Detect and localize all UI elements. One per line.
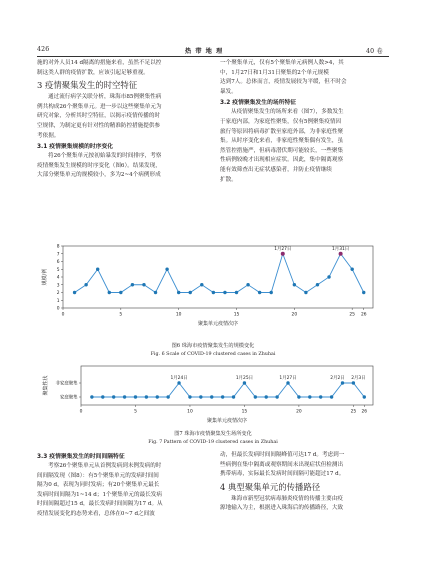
data-point: [212, 291, 215, 294]
data-point: [96, 268, 99, 271]
section-4-title: 4 典型聚集单元的传播路径: [220, 481, 321, 492]
data-point: [90, 395, 93, 398]
data-point: [339, 252, 343, 256]
data-point: [177, 381, 180, 384]
data-point: [142, 283, 145, 286]
data-point: [123, 395, 126, 398]
text-line: 制这类人群的疫情扩散，应该引起足够重视。: [37, 69, 149, 76]
text-line: 于家庭内部，为家庭性聚集，仅有5例聚集疫情因: [220, 118, 342, 125]
text-line: 旅行等原因将病毒扩散至家庭外部，为非家庭性聚: [220, 128, 344, 135]
point-label: 1月31日: [332, 246, 350, 252]
data-point: [316, 283, 319, 286]
figure-6-caption-en: Fig. 6 Scale of COVID-19 clustered cases in Zhuhai: [150, 352, 276, 357]
x-tick-label: 20: [291, 312, 298, 318]
text-line: 珠海市新型冠状病毒肺炎疫情的传播主要由疫: [231, 495, 343, 502]
text-line: 疫情聚集发生规模的时序变化（图6）。结果发现，: [37, 162, 161, 169]
data-point: [327, 275, 330, 278]
point-label: 2月2日: [330, 376, 345, 381]
x-tick-label: 25: [349, 312, 355, 318]
text-line: 携带病毒，实际最长发病时间间隔可能超过17 d。: [220, 471, 345, 478]
data-point: [232, 395, 235, 398]
data-point: [281, 252, 285, 256]
y-tick-label: 2: [56, 291, 60, 297]
text-line: 能有效筛查出无症状感染者，并防止疫情继续: [220, 166, 332, 173]
data-point: [156, 395, 159, 398]
text-line: 暴发。: [220, 88, 237, 95]
data-point: [223, 291, 226, 294]
section-3-title: 3 疫情聚集发生的时空特征: [37, 80, 138, 91]
data-point: [177, 291, 180, 294]
point-label: 2月3日: [351, 376, 366, 381]
left-column-top: [37, 59, 206, 181]
data-point: [166, 395, 169, 398]
data-point: [308, 395, 311, 398]
point-label: 1月24日: [170, 376, 188, 381]
x-axis-label: 聚集单元疫情次序: [206, 418, 248, 424]
data-point: [101, 395, 104, 398]
section-3-1-title: 3.1 疫情聚集规模的时序变化: [37, 144, 114, 151]
y-tick-label: 7: [56, 252, 60, 258]
figure-7-caption-en: Fig. 7 Pattern of COVID-19 clustered cases in Zhuhai: [148, 440, 278, 445]
data-point: [188, 395, 191, 398]
text-line: 间间隔发现（图8）：有5个聚集单元的发病时间间: [37, 472, 159, 479]
data-point: [73, 291, 76, 294]
data-point: [112, 395, 115, 398]
volume-label: 40 卷: [366, 48, 383, 55]
data-point: [84, 283, 87, 286]
data-point: [221, 395, 224, 398]
text-line: 发病时间间隔为1~14 d；1个聚集单元的最长发病: [37, 491, 162, 498]
data-point: [199, 395, 202, 398]
text-line: 时间间隔超过15 d，最长发病时间间隔为17 d。从: [37, 501, 163, 508]
y-tick-label: 非家庭聚集: [55, 381, 78, 387]
data-point: [131, 283, 134, 286]
x-tick-label: 10: [187, 409, 193, 415]
page-number: 426: [37, 46, 50, 53]
figure-6-chart: [37, 238, 389, 333]
y-tick-label: 3: [56, 283, 60, 289]
x-tick-label: 15: [233, 312, 240, 318]
data-point: [243, 381, 246, 384]
section-3-2-title: 3.2 疫情聚集发生的场所特征: [220, 100, 297, 107]
data-point: [319, 395, 322, 398]
data-point: [275, 395, 278, 398]
figure-7-caption: 图7 珠海市疫情聚集发生场所变化: [174, 431, 252, 437]
data-point: [293, 283, 296, 286]
y-tick-label: 1: [56, 298, 60, 304]
text-line: 然管控措施严，但病毒潜伏期可能较长，一些聚集: [220, 147, 344, 154]
text-line: 扩散。: [220, 176, 237, 183]
text-line: 源地输入为主，根据进入珠海后的传播路径，大致: [220, 505, 344, 512]
text-line: 研究对象，分析其时空特征，以揭示疫情传播的时: [37, 113, 161, 120]
y-axis-label: 聚集性状: [43, 375, 49, 396]
x-tick-label: 5: [134, 409, 137, 415]
journal-title: 热 带 地 理: [185, 48, 224, 55]
y-tick-label: 0: [56, 306, 60, 312]
x-tick-label: 0: [79, 409, 83, 415]
y-tick-label: 4: [56, 275, 60, 281]
plot-frame: [81, 366, 373, 405]
y-axis-label: 规模/例: [42, 268, 48, 286]
x-tick-label: 10: [175, 312, 182, 318]
series-line: [75, 254, 364, 293]
point-label: 1月27日: [274, 246, 292, 252]
y-tick-label: 8: [56, 244, 60, 250]
data-point: [352, 381, 355, 384]
right-column-bottom: [220, 451, 389, 514]
data-point: [154, 291, 157, 294]
x-tick-label: 26: [360, 312, 367, 318]
right-column-top: [220, 59, 389, 185]
point-label: 1月25日: [235, 376, 254, 381]
x-tick-label: 0: [61, 312, 65, 318]
text-line: 疫情发展变化的态势来看，总体在0~7 d之间波: [37, 510, 155, 517]
figure-6-caption: 图6 珠海市疫情聚集发生的规模变化: [171, 343, 255, 349]
data-point: [119, 291, 122, 294]
data-point: [246, 283, 249, 286]
section-3-3-title: 3.3 疫情聚集发生的时间间隔特征: [37, 454, 125, 460]
text-line: 一个聚集单元，仅有5个聚集单元病例人数>4，其: [220, 60, 344, 66]
data-point: [210, 395, 213, 398]
text-line: 动，但最长发病时间间隔峰值可达17 d。考虑到一: [220, 452, 345, 458]
data-point: [362, 291, 365, 294]
data-point: [350, 268, 353, 271]
data-point: [145, 395, 148, 398]
y-tick-label: 家庭聚集: [59, 395, 78, 401]
data-point: [134, 395, 137, 398]
x-axis-label: 聚集单元疫情次序: [197, 321, 239, 327]
text-line: 中，1月27日和1月31日聚集的2个单元规模: [220, 69, 329, 76]
left-column-bottom: [37, 451, 206, 520]
text-line: 施的对外人员14 d隔离的措施来看，虽然不足以控: [37, 60, 162, 66]
text-line: 集。从时序变化来看，非家庭性聚集偶有发生，虽: [220, 138, 344, 145]
data-point: [165, 268, 168, 271]
text-line: 达到7人。总体而言，疫情发展较为平缓，但不时会: [220, 79, 347, 86]
data-point: [200, 283, 203, 286]
data-point: [254, 395, 257, 398]
x-tick-label: 26: [361, 409, 368, 415]
data-point: [330, 395, 333, 398]
x-tick-label: 5: [119, 312, 123, 318]
text-line: 通过流行病学关联分析，珠海市85例聚集性病: [48, 94, 162, 101]
text-line: 例共构成26个聚集单元。进一步以这些聚集单元为: [37, 103, 162, 110]
y-tick-label: 6: [56, 260, 60, 266]
figure-7-chart: [37, 361, 389, 427]
text-line: 些病例在集中隔离或观察期间未出现症状但检测出: [220, 461, 344, 468]
text-line: 空规律，为制定更有针对性的精准防控措施提供参: [37, 122, 161, 129]
text-line: 大部分聚集单元的规模较小，多为2~4个病例形成: [37, 172, 161, 179]
plot-frame: [63, 246, 373, 308]
text-line: 将26个聚集单元按初始暴发的时间排序，考察: [48, 153, 162, 160]
text-line: 从疫情聚集发生的场所来看（图7），多数发生: [231, 109, 344, 116]
header-rule: [37, 56, 389, 57]
data-point: [258, 291, 261, 294]
data-point: [270, 291, 273, 294]
text-line: 性病例较晚才出现相应症状。因此，集中隔离观察: [220, 157, 344, 164]
data-point: [108, 291, 111, 294]
text-line: 考察26个聚集单元从首例发病到末例发病的时: [48, 463, 162, 469]
data-point: [363, 395, 366, 398]
data-point: [235, 291, 238, 294]
data-point: [341, 381, 344, 384]
data-point: [286, 381, 289, 384]
x-tick-label: 15: [241, 409, 248, 415]
x-tick-label: 20: [296, 409, 302, 415]
point-label: 1月27日: [279, 376, 297, 381]
y-tick-label: 5: [56, 267, 60, 273]
data-point: [265, 395, 268, 398]
data-point: [304, 291, 307, 294]
text-line: 考依据。: [37, 132, 60, 139]
data-point: [189, 291, 192, 294]
x-tick-label: 25: [350, 409, 357, 415]
data-point: [297, 395, 300, 398]
text-line: 隔为0 d，表现为同时发病；有20个聚集单元最长: [37, 482, 160, 489]
series-line: [92, 383, 364, 397]
